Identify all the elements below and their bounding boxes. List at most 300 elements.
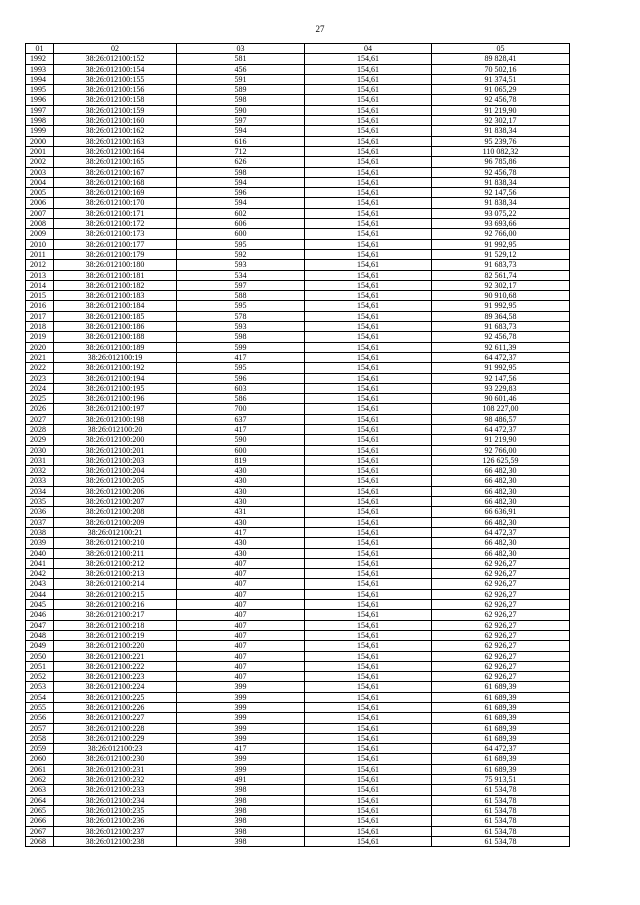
area-cell: 417 xyxy=(177,424,305,434)
amount-cell: 62 926,27 xyxy=(432,558,570,568)
amount-cell: 91 838,34 xyxy=(432,177,570,187)
cadastral-number-cell: 38:26:012100:214 xyxy=(54,579,177,589)
cadastral-number-cell: 38:26:012100:23 xyxy=(54,744,177,754)
area-cell: 407 xyxy=(177,558,305,568)
row-number-cell: 2015 xyxy=(26,291,54,301)
area-cell: 599 xyxy=(177,342,305,352)
amount-cell: 61 689,39 xyxy=(432,723,570,733)
cadastral-number-cell: 38:26:012100:238 xyxy=(54,836,177,846)
cadastral-number-cell: 38:26:012100:197 xyxy=(54,404,177,414)
table-row xyxy=(26,280,570,290)
row-number-cell: 2005 xyxy=(26,188,54,198)
amount-cell: 91 374,51 xyxy=(432,74,570,84)
cadastral-number-cell: 38:26:012100:20 xyxy=(54,424,177,434)
rate-cell: 154,61 xyxy=(305,764,432,774)
table-row xyxy=(26,517,570,527)
area-cell: 819 xyxy=(177,455,305,465)
cadastral-number-cell: 38:26:012100:219 xyxy=(54,630,177,640)
row-number-cell: 2035 xyxy=(26,497,54,507)
cadastral-number-cell: 38:26:012100:180 xyxy=(54,260,177,270)
table-row xyxy=(26,188,570,198)
cadastral-number-cell: 38:26:012100:169 xyxy=(54,188,177,198)
cadastral-number-cell: 38:26:012100:164 xyxy=(54,146,177,156)
row-number-cell: 1994 xyxy=(26,74,54,84)
amount-cell: 61 534,78 xyxy=(432,805,570,815)
row-number-cell: 2049 xyxy=(26,641,54,651)
rate-cell: 154,61 xyxy=(305,661,432,671)
area-cell: 430 xyxy=(177,466,305,476)
column-header-02: 02 xyxy=(54,44,177,54)
area-cell: 407 xyxy=(177,569,305,579)
area-cell: 588 xyxy=(177,291,305,301)
row-number-cell: 2055 xyxy=(26,703,54,713)
cadastral-number-cell: 38:26:012100:192 xyxy=(54,363,177,373)
area-cell: 417 xyxy=(177,744,305,754)
area-cell: 417 xyxy=(177,527,305,537)
amount-cell: 92 302,17 xyxy=(432,280,570,290)
rate-cell: 154,61 xyxy=(305,249,432,259)
cadastral-number-cell: 38:26:012100:211 xyxy=(54,548,177,558)
table-body xyxy=(26,54,570,847)
table-row xyxy=(26,692,570,702)
cadastral-number-cell: 38:26:012100:173 xyxy=(54,229,177,239)
table-row xyxy=(26,775,570,785)
area-cell: 407 xyxy=(177,661,305,671)
rate-cell: 154,61 xyxy=(305,723,432,733)
table-row xyxy=(26,424,570,434)
area-cell: 712 xyxy=(177,146,305,156)
table-row xyxy=(26,579,570,589)
row-number-cell: 2048 xyxy=(26,630,54,640)
table-row xyxy=(26,476,570,486)
cadastral-number-cell: 38:26:012100:154 xyxy=(54,64,177,74)
amount-cell: 91 529,12 xyxy=(432,249,570,259)
rate-cell: 154,61 xyxy=(305,188,432,198)
table-row xyxy=(26,414,570,424)
cadastral-number-cell: 38:26:012100:218 xyxy=(54,620,177,630)
cadastral-number-cell: 38:26:012100:206 xyxy=(54,486,177,496)
rate-cell: 154,61 xyxy=(305,301,432,311)
cadastral-number-cell: 38:26:012100:208 xyxy=(54,507,177,517)
area-cell: 417 xyxy=(177,352,305,362)
amount-cell: 91 992,95 xyxy=(432,239,570,249)
cadastral-number-cell: 38:26:012100:167 xyxy=(54,167,177,177)
rate-cell: 154,61 xyxy=(305,424,432,434)
row-number-cell: 1995 xyxy=(26,85,54,95)
rate-cell: 154,61 xyxy=(305,394,432,404)
table-row xyxy=(26,136,570,146)
area-cell: 590 xyxy=(177,435,305,445)
row-number-cell: 2063 xyxy=(26,785,54,795)
area-cell: 598 xyxy=(177,167,305,177)
amount-cell: 61 534,78 xyxy=(432,785,570,795)
row-number-cell: 2008 xyxy=(26,219,54,229)
cadastral-number-cell: 38:26:012100:177 xyxy=(54,239,177,249)
table-row xyxy=(26,600,570,610)
area-cell: 398 xyxy=(177,816,305,826)
area-cell: 407 xyxy=(177,630,305,640)
row-number-cell: 2025 xyxy=(26,394,54,404)
area-cell: 456 xyxy=(177,64,305,74)
table-row xyxy=(26,816,570,826)
table-row xyxy=(26,198,570,208)
page-number: 27 xyxy=(315,24,325,34)
amount-cell: 61 689,39 xyxy=(432,692,570,702)
area-cell: 602 xyxy=(177,208,305,218)
rate-cell: 154,61 xyxy=(305,363,432,373)
rate-cell: 154,61 xyxy=(305,208,432,218)
rate-cell: 154,61 xyxy=(305,672,432,682)
rate-cell: 154,61 xyxy=(305,713,432,723)
rate-cell: 154,61 xyxy=(305,836,432,846)
table-row xyxy=(26,126,570,136)
table-row xyxy=(26,733,570,743)
row-number-cell: 2016 xyxy=(26,301,54,311)
area-cell: 578 xyxy=(177,311,305,321)
table-row xyxy=(26,270,570,280)
table-row xyxy=(26,641,570,651)
row-number-cell: 2036 xyxy=(26,507,54,517)
area-cell: 491 xyxy=(177,775,305,785)
cadastral-number-cell: 38:26:012100:212 xyxy=(54,558,177,568)
cadastral-number-cell: 38:26:012100:168 xyxy=(54,177,177,187)
rate-cell: 154,61 xyxy=(305,589,432,599)
rate-cell: 154,61 xyxy=(305,733,432,743)
rate-cell: 154,61 xyxy=(305,85,432,95)
area-cell: 603 xyxy=(177,383,305,393)
table-row xyxy=(26,651,570,661)
row-number-cell: 2047 xyxy=(26,620,54,630)
table-row xyxy=(26,744,570,754)
amount-cell: 91 992,95 xyxy=(432,301,570,311)
row-number-cell: 2028 xyxy=(26,424,54,434)
table-row xyxy=(26,805,570,815)
cadastral-number-cell: 38:26:012100:19 xyxy=(54,352,177,362)
area-cell: 595 xyxy=(177,239,305,249)
amount-cell: 93 229,83 xyxy=(432,383,570,393)
row-number-cell: 2054 xyxy=(26,692,54,702)
table-row xyxy=(26,497,570,507)
row-number-cell: 2021 xyxy=(26,352,54,362)
row-number-cell: 2023 xyxy=(26,373,54,383)
amount-cell: 61 534,78 xyxy=(432,816,570,826)
row-number-cell: 2002 xyxy=(26,157,54,167)
amount-cell: 62 926,27 xyxy=(432,661,570,671)
rate-cell: 154,61 xyxy=(305,414,432,424)
row-number-cell: 2037 xyxy=(26,517,54,527)
rate-cell: 154,61 xyxy=(305,126,432,136)
table-row xyxy=(26,239,570,249)
cadastral-number-cell: 38:26:012100:172 xyxy=(54,219,177,229)
area-cell: 591 xyxy=(177,74,305,84)
rate-cell: 154,61 xyxy=(305,95,432,105)
row-number-cell: 2024 xyxy=(26,383,54,393)
column-header-01: 01 xyxy=(26,44,54,54)
area-cell: 594 xyxy=(177,177,305,187)
amount-cell: 108 227,00 xyxy=(432,404,570,414)
area-cell: 407 xyxy=(177,589,305,599)
cadastral-number-cell: 38:26:012100:156 xyxy=(54,85,177,95)
amount-cell: 62 926,27 xyxy=(432,569,570,579)
row-number-cell: 2029 xyxy=(26,435,54,445)
row-number-cell: 2032 xyxy=(26,466,54,476)
table-row xyxy=(26,445,570,455)
area-cell: 598 xyxy=(177,95,305,105)
amount-cell: 62 926,27 xyxy=(432,651,570,661)
column-header-04: 04 xyxy=(305,44,432,54)
rate-cell: 154,61 xyxy=(305,136,432,146)
table-row xyxy=(26,249,570,259)
cadastral-number-cell: 38:26:012100:231 xyxy=(54,764,177,774)
row-number-cell: 2034 xyxy=(26,486,54,496)
amount-cell: 92 611,39 xyxy=(432,342,570,352)
area-cell: 398 xyxy=(177,836,305,846)
table-row xyxy=(26,610,570,620)
row-number-cell: 2006 xyxy=(26,198,54,208)
table-row xyxy=(26,95,570,105)
amount-cell: 92 456,78 xyxy=(432,167,570,177)
rate-cell: 154,61 xyxy=(305,569,432,579)
area-cell: 407 xyxy=(177,600,305,610)
amount-cell: 66 482,30 xyxy=(432,548,570,558)
table-row xyxy=(26,661,570,671)
rate-cell: 154,61 xyxy=(305,177,432,187)
rate-cell: 154,61 xyxy=(305,692,432,702)
area-cell: 589 xyxy=(177,85,305,95)
table-row xyxy=(26,466,570,476)
cadastral-number-cell: 38:26:012100:182 xyxy=(54,280,177,290)
amount-cell: 61 689,39 xyxy=(432,754,570,764)
cadastral-number-cell: 38:26:012100:217 xyxy=(54,610,177,620)
amount-cell: 61 689,39 xyxy=(432,682,570,692)
area-cell: 398 xyxy=(177,785,305,795)
area-cell: 399 xyxy=(177,713,305,723)
amount-cell: 89 364,58 xyxy=(432,311,570,321)
rate-cell: 154,61 xyxy=(305,775,432,785)
table-row xyxy=(26,105,570,115)
row-number-cell: 2066 xyxy=(26,816,54,826)
area-cell: 399 xyxy=(177,733,305,743)
cadastral-number-cell: 38:26:012100:205 xyxy=(54,476,177,486)
area-cell: 407 xyxy=(177,641,305,651)
amount-cell: 66 636,91 xyxy=(432,507,570,517)
table-row xyxy=(26,208,570,218)
table-row xyxy=(26,260,570,270)
row-number-cell: 2017 xyxy=(26,311,54,321)
amount-cell: 62 926,27 xyxy=(432,589,570,599)
area-cell: 399 xyxy=(177,682,305,692)
area-cell: 430 xyxy=(177,476,305,486)
row-number-cell: 2044 xyxy=(26,589,54,599)
area-cell: 595 xyxy=(177,301,305,311)
row-number-cell: 2056 xyxy=(26,713,54,723)
rate-cell: 154,61 xyxy=(305,620,432,630)
rate-cell: 154,61 xyxy=(305,538,432,548)
area-cell: 430 xyxy=(177,538,305,548)
row-number-cell: 2003 xyxy=(26,167,54,177)
rate-cell: 154,61 xyxy=(305,74,432,84)
amount-cell: 61 534,78 xyxy=(432,826,570,836)
area-cell: 593 xyxy=(177,260,305,270)
area-cell: 430 xyxy=(177,497,305,507)
amount-cell: 62 926,27 xyxy=(432,579,570,589)
row-number-cell: 1992 xyxy=(26,54,54,64)
cadastral-number-cell: 38:26:012100:227 xyxy=(54,713,177,723)
row-number-cell: 1993 xyxy=(26,64,54,74)
amount-cell: 62 926,27 xyxy=(432,620,570,630)
rate-cell: 154,61 xyxy=(305,105,432,115)
area-cell: 398 xyxy=(177,826,305,836)
table-row xyxy=(26,383,570,393)
row-number-cell: 2051 xyxy=(26,661,54,671)
area-cell: 593 xyxy=(177,322,305,332)
rate-cell: 154,61 xyxy=(305,167,432,177)
row-number-cell: 2020 xyxy=(26,342,54,352)
row-number-cell: 2050 xyxy=(26,651,54,661)
row-number-cell: 2067 xyxy=(26,826,54,836)
rate-cell: 154,61 xyxy=(305,342,432,352)
area-cell: 586 xyxy=(177,394,305,404)
table-header-row xyxy=(26,44,570,54)
amount-cell: 90 601,46 xyxy=(432,394,570,404)
row-number-cell: 2038 xyxy=(26,527,54,537)
cadastral-number-cell: 38:26:012100:216 xyxy=(54,600,177,610)
cadastral-number-cell: 38:26:012100:201 xyxy=(54,445,177,455)
table-row xyxy=(26,373,570,383)
rate-cell: 154,61 xyxy=(305,352,432,362)
table-row xyxy=(26,620,570,630)
amount-cell: 61 689,39 xyxy=(432,713,570,723)
rate-cell: 154,61 xyxy=(305,805,432,815)
cadastral-number-cell: 38:26:012100:188 xyxy=(54,332,177,342)
row-number-cell: 2030 xyxy=(26,445,54,455)
row-number-cell: 2041 xyxy=(26,558,54,568)
table-row xyxy=(26,85,570,95)
table-row xyxy=(26,74,570,84)
rate-cell: 154,61 xyxy=(305,383,432,393)
row-number-cell: 2012 xyxy=(26,260,54,270)
area-cell: 597 xyxy=(177,116,305,126)
table-row xyxy=(26,723,570,733)
row-number-cell: 2014 xyxy=(26,280,54,290)
table-row xyxy=(26,342,570,352)
cadastral-number-cell: 38:26:012100:222 xyxy=(54,661,177,671)
area-cell: 430 xyxy=(177,517,305,527)
amount-cell: 61 534,78 xyxy=(432,795,570,805)
rate-cell: 154,61 xyxy=(305,527,432,537)
table-row xyxy=(26,764,570,774)
amount-cell: 66 482,30 xyxy=(432,476,570,486)
amount-cell: 91 683,73 xyxy=(432,260,570,270)
amount-cell: 91 683,73 xyxy=(432,322,570,332)
area-cell: 398 xyxy=(177,805,305,815)
amount-cell: 66 482,30 xyxy=(432,466,570,476)
cadastral-number-cell: 38:26:012100:160 xyxy=(54,116,177,126)
amount-cell: 82 561,74 xyxy=(432,270,570,280)
area-cell: 431 xyxy=(177,507,305,517)
table-row xyxy=(26,455,570,465)
area-cell: 430 xyxy=(177,548,305,558)
amount-cell: 66 482,30 xyxy=(432,486,570,496)
area-cell: 407 xyxy=(177,651,305,661)
cadastral-number-cell: 38:26:012100:158 xyxy=(54,95,177,105)
area-cell: 399 xyxy=(177,703,305,713)
rate-cell: 154,61 xyxy=(305,311,432,321)
amount-cell: 61 534,78 xyxy=(432,836,570,846)
table-row xyxy=(26,116,570,126)
area-cell: 637 xyxy=(177,414,305,424)
row-number-cell: 2064 xyxy=(26,795,54,805)
amount-cell: 61 689,39 xyxy=(432,764,570,774)
amount-cell: 64 472,37 xyxy=(432,424,570,434)
table-row xyxy=(26,352,570,362)
cadastral-number-cell: 38:26:012100:163 xyxy=(54,136,177,146)
cadastral-number-cell: 38:26:012100:204 xyxy=(54,466,177,476)
table-row xyxy=(26,54,570,64)
area-cell: 626 xyxy=(177,157,305,167)
rate-cell: 154,61 xyxy=(305,486,432,496)
row-number-cell: 2045 xyxy=(26,600,54,610)
area-cell: 596 xyxy=(177,373,305,383)
amount-cell: 92 456,78 xyxy=(432,332,570,342)
row-number-cell: 2043 xyxy=(26,579,54,589)
area-cell: 600 xyxy=(177,229,305,239)
area-cell: 606 xyxy=(177,219,305,229)
rate-cell: 154,61 xyxy=(305,404,432,414)
row-number-cell: 1997 xyxy=(26,105,54,115)
cadastral-number-cell: 38:26:012100:221 xyxy=(54,651,177,661)
amount-cell: 92 147,56 xyxy=(432,373,570,383)
row-number-cell: 2027 xyxy=(26,414,54,424)
rate-cell: 154,61 xyxy=(305,373,432,383)
cadastral-number-cell: 38:26:012100:235 xyxy=(54,805,177,815)
cadastral-number-cell: 38:26:012100:207 xyxy=(54,497,177,507)
table-row xyxy=(26,311,570,321)
rate-cell: 154,61 xyxy=(305,476,432,486)
amount-cell: 61 689,39 xyxy=(432,733,570,743)
amount-cell: 92 456,78 xyxy=(432,95,570,105)
table-row xyxy=(26,322,570,332)
row-number-cell: 2013 xyxy=(26,270,54,280)
rate-cell: 154,61 xyxy=(305,816,432,826)
cadastral-number-cell: 38:26:012100:228 xyxy=(54,723,177,733)
table-row xyxy=(26,507,570,517)
cadastral-number-cell: 38:26:012100:152 xyxy=(54,54,177,64)
cadastral-number-cell: 38:26:012100:170 xyxy=(54,198,177,208)
row-number-cell: 2052 xyxy=(26,672,54,682)
rate-cell: 154,61 xyxy=(305,229,432,239)
rate-cell: 154,61 xyxy=(305,219,432,229)
cadastral-number-cell: 38:26:012100:226 xyxy=(54,703,177,713)
area-cell: 590 xyxy=(177,105,305,115)
table-row xyxy=(26,682,570,692)
row-number-cell: 2018 xyxy=(26,322,54,332)
amount-cell: 95 239,76 xyxy=(432,136,570,146)
rate-cell: 154,61 xyxy=(305,445,432,455)
row-number-cell: 1998 xyxy=(26,116,54,126)
cadastral-number-cell: 38:26:012100:183 xyxy=(54,291,177,301)
rate-cell: 154,61 xyxy=(305,517,432,527)
table-row xyxy=(26,672,570,682)
amount-cell: 91 219,90 xyxy=(432,435,570,445)
cadastral-number-cell: 38:26:012100:162 xyxy=(54,126,177,136)
area-cell: 398 xyxy=(177,795,305,805)
cadastral-number-cell: 38:26:012100:198 xyxy=(54,414,177,424)
cadastral-number-cell: 38:26:012100:21 xyxy=(54,527,177,537)
rate-cell: 154,61 xyxy=(305,795,432,805)
area-cell: 596 xyxy=(177,188,305,198)
amount-cell: 91 992,95 xyxy=(432,363,570,373)
